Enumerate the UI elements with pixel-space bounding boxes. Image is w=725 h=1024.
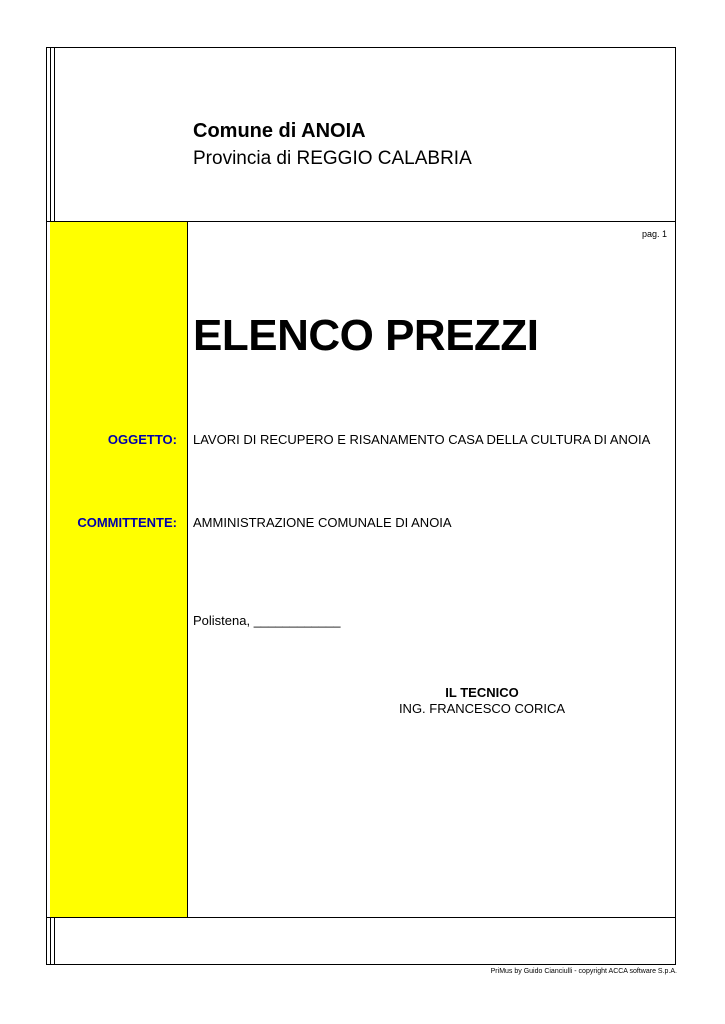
oggetto-value: LAVORI DI RECUPERO E RISANAMENTO CASA DELLA CULTURA DI ANOIA: [193, 432, 651, 447]
committente-label: COMMITTENTE:: [77, 515, 177, 530]
footer-divider: [47, 917, 675, 918]
yellow-sidebar: [50, 222, 187, 917]
footer-copyright: PriMus by Guido Cianciulli - copyright ACCA software S.p.A.: [490, 968, 677, 975]
sidebar-separator: [187, 222, 188, 917]
comune-title: Comune di ANOIA: [193, 120, 366, 142]
signature-role: IL TECNICO: [445, 685, 519, 700]
document-title: ELENCO PREZZI: [193, 311, 539, 360]
oggetto-label: OGGETTO:: [107, 432, 177, 447]
page-frame: [46, 47, 676, 965]
committente-value: AMMINISTRAZIONE COMUNALE DI ANOIA: [193, 515, 452, 530]
page-number: pag. 1: [641, 229, 667, 239]
place-date-line: Polistena, ____________: [193, 613, 341, 628]
signature-name: ING. FRANCESCO CORICA: [398, 701, 566, 716]
provincia-subtitle: Provincia di REGGIO CALABRIA: [193, 148, 472, 169]
